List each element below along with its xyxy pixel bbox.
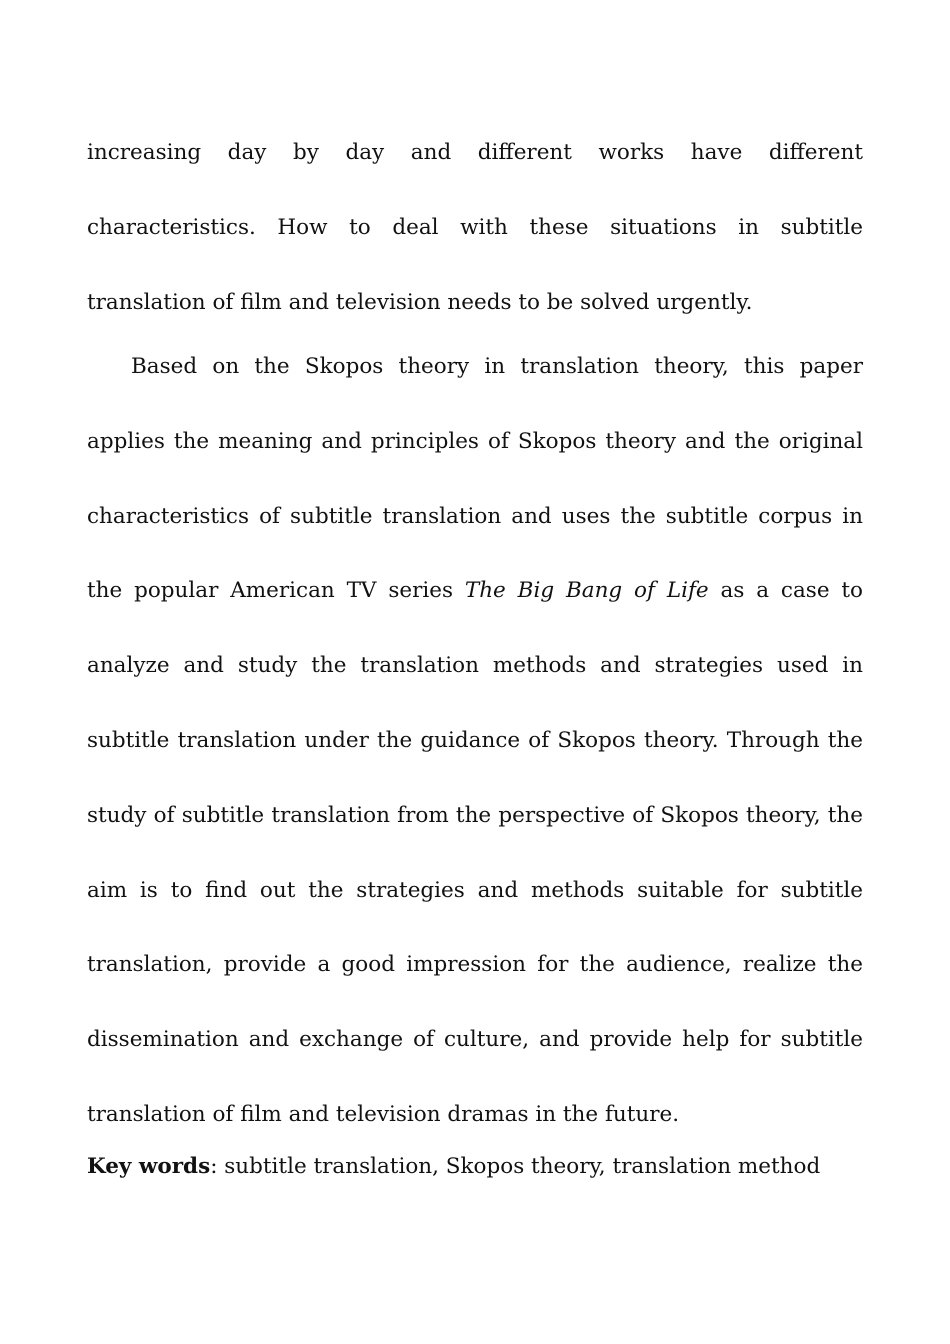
paragraph-skopos <box>87 330 863 1153</box>
tv-series-title: The Big Bang of Life <box>464 578 709 604</box>
keywords-label: Key words <box>87 1154 211 1179</box>
keywords-text: subtitle translation, Skopos theory, translation method <box>224 1154 821 1179</box>
keywords-separator: : <box>210 1154 225 1179</box>
paragraph-continuation <box>87 115 863 340</box>
paragraph-skopos-text-before: Based on the Skopos theory in translation theory, this paper applies the meaning and principles of Skopos theory and the original characteristics of subtitle translation and uses the subtitle corpus in the popular American TV series <box>87 354 863 604</box>
paragraph-continuation-text: increasing day by day and different works have different characteristics. How to deal with these situations in subtitle translation of film and television needs to be solved urgently. <box>87 140 863 315</box>
paragraph-skopos-text-after: as a case to analyze and study the translation methods and strategies used in subtitle translation under the guidance of Skopos theory. Through the study of subtitle translation from the perspective of Skopos theory, the aim is to find out the strategies and methods suitable for subtitle translation, provide a good impression for the audience, realize the dissemination and exchange of culture, and provide help for subtitle translation of film and television dramas in the future. <box>87 578 863 1127</box>
keywords-line <box>87 1142 863 1192</box>
